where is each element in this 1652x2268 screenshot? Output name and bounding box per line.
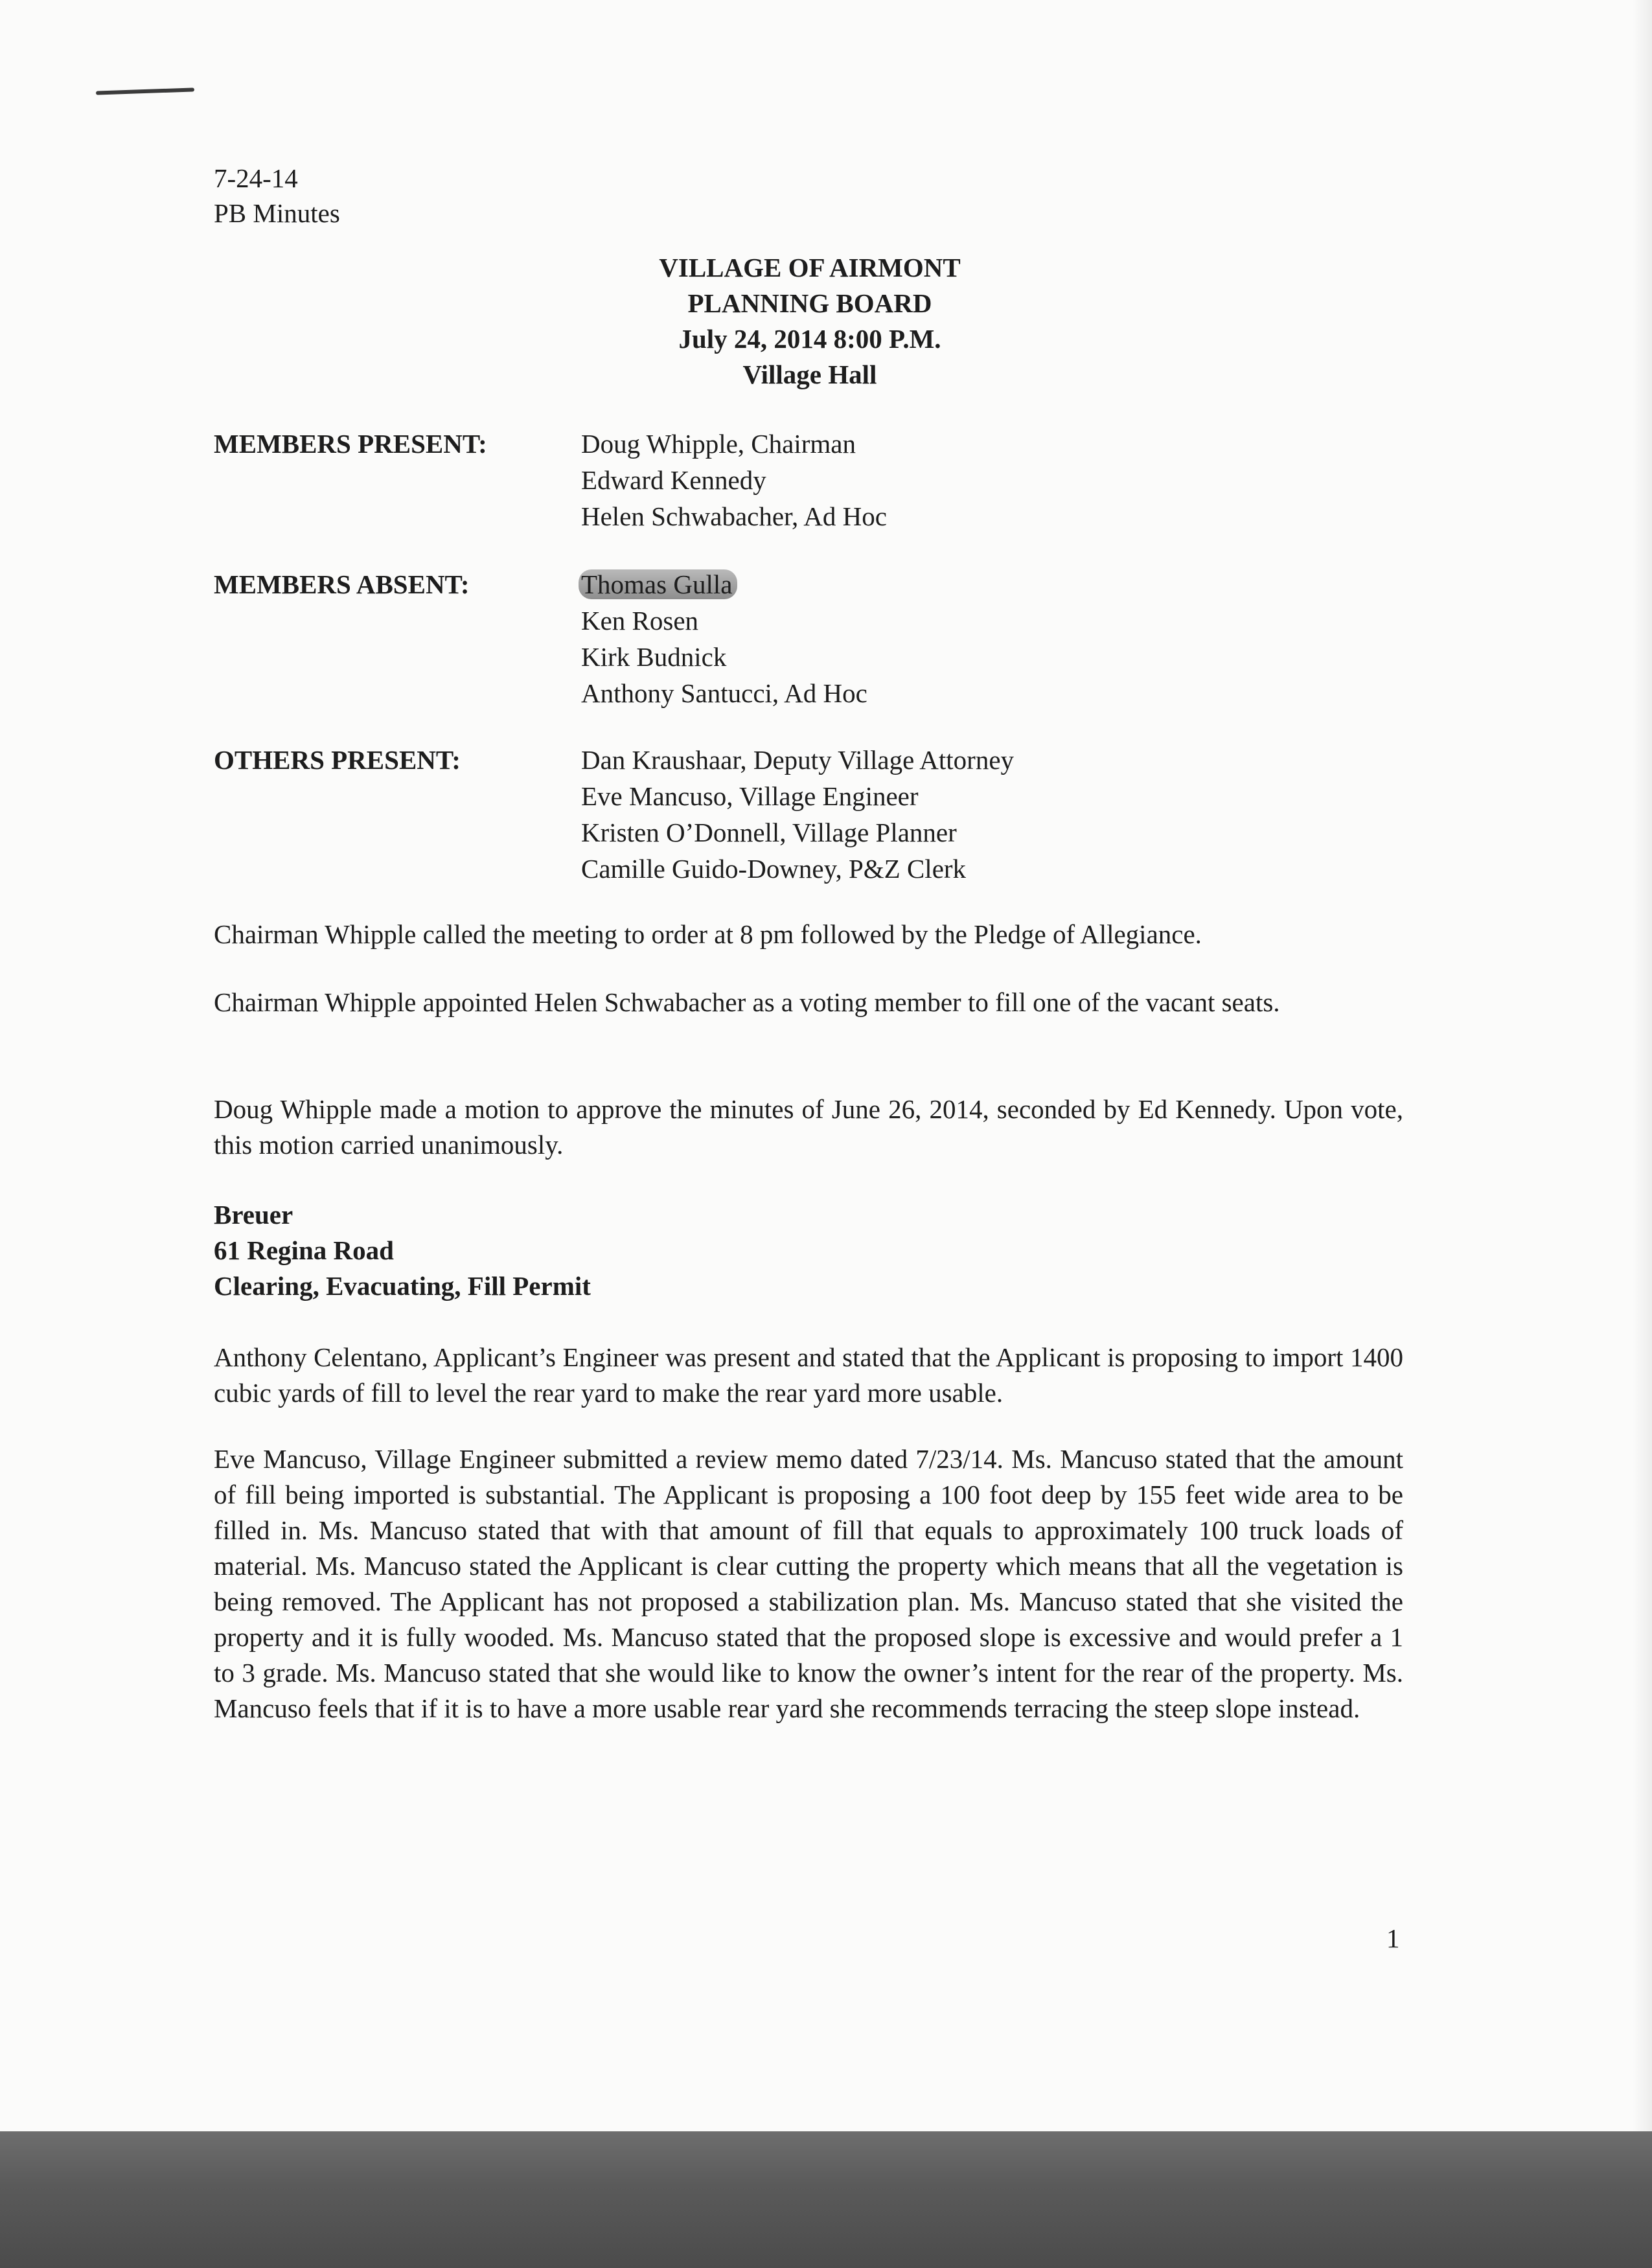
section-heading	[214, 1197, 591, 1304]
members-absent-item	[581, 566, 867, 602]
scanner-background	[0, 2131, 1652, 2268]
document-header	[214, 161, 340, 231]
members-absent-item: Kirk Budnick	[581, 642, 727, 672]
paragraph-minutes-approval: Doug Whipple made a motion to approve the minutes of June 26, 2014, seconded by Ed Kennedy. Upon vote, this motion carried unanimously.	[214, 1094, 1403, 1160]
section-permit-type: Clearing, Evacuating, Fill Permit	[214, 1271, 591, 1301]
members-absent-list	[581, 566, 867, 711]
section-address: 61 Regina Road	[214, 1235, 394, 1265]
title-board: PLANNING BOARD	[687, 288, 932, 318]
members-absent-item: Anthony Santucci, Ad Hoc	[581, 678, 867, 708]
page-number: 1	[1386, 1923, 1400, 1953]
members-present-item: Edward Kennedy	[581, 465, 766, 495]
paragraph-review-memo: Eve Mancuso, Village Engineer submitted a review memo dated 7/23/14. Ms. Mancuso stated that the amount of fill being imported is substantial. The Applicant is proposing a 100 foot deep by 155 feet wide area to be filled in. Ms. Mancuso stated that with that amount of fill that equals to approximately 100 truck loads of material. Ms. Mancuso stated the Applicant is clear cutting the property which means that all the vegetation is being removed. The Applicant has not proposed a stabilization plan. Ms. Mancuso stated that she visited the property and it is fully wooded. Ms. Mancuso stated that the proposed slope is excessive and would prefer a 1 to 3 grade. Ms. Mancuso stated that she would like to know the owner’s intent for the rear of the property. Ms. Mancuso feels that if it is to have a more usable rear yard she recommends terracing the steep slope instead.	[214, 1444, 1403, 1723]
members-present-item: Doug Whipple, Chairman	[581, 429, 856, 459]
members-present-label: MEMBERS PRESENT:	[214, 429, 487, 459]
page-edge-shadow	[1633, 0, 1652, 2131]
others-present-list	[581, 742, 1014, 887]
paragraph-call-to-order: Chairman Whipple called the meeting to order at 8 pm followed by the Pledge of Allegiance.	[214, 919, 1202, 949]
document-title	[214, 250, 1406, 393]
title-village: VILLAGE OF AIRMONT	[659, 253, 961, 282]
others-present-item: Dan Kraushaar, Deputy Village Attorney	[581, 745, 1015, 775]
paragraph-appointment: Chairman Whipple appointed Helen Schwabacher as a voting member to fill one of the vacant seats.	[214, 987, 1280, 1017]
members-present-item: Helen Schwabacher, Ad Hoc	[581, 501, 887, 531]
title-location: Village Hall	[742, 360, 877, 389]
header-doc-type: PB Minutes	[214, 198, 340, 228]
highlighted-name: Thomas Gulla	[579, 569, 737, 599]
members-absent-item: Ken Rosen	[581, 606, 699, 636]
members-absent-label: MEMBERS ABSENT:	[214, 569, 470, 599]
members-present-list	[581, 426, 887, 534]
paragraph-applicant-engineer: Anthony Celentano, Applicant’s Engineer was present and stated that the Applicant is proposing to import 1400 cubic yards of fill to level the rear yard to make the rear yard more usable.	[214, 1342, 1403, 1408]
title-date-time: July 24, 2014 8:00 P.M.	[678, 324, 941, 354]
section-applicant-name: Breuer	[214, 1200, 293, 1230]
scan-pen-mark	[96, 87, 194, 95]
others-present-item: Kristen O’Donnell, Village Planner	[581, 818, 957, 847]
others-present-item: Eve Mancuso, Village Engineer	[581, 781, 919, 811]
others-present-label: OTHERS PRESENT:	[214, 745, 461, 775]
others-present-item: Camille Guido-Downey, P&Z Clerk	[581, 854, 967, 884]
header-date: 7-24-14	[214, 163, 298, 193]
